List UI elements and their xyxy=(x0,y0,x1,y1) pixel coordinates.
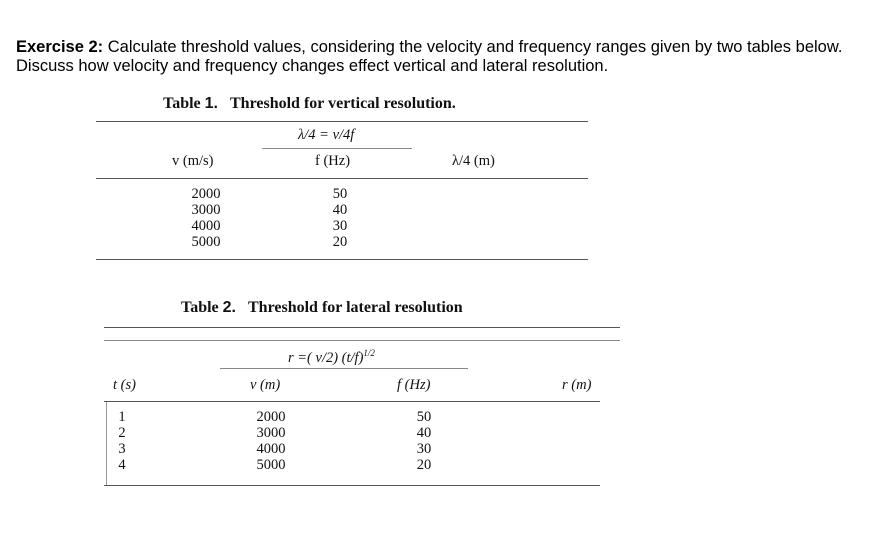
table-cell: 4000 xyxy=(191,218,221,234)
table-cell: 3000 xyxy=(191,202,221,218)
table-cell: 50 xyxy=(416,409,432,425)
table2-time-column xyxy=(115,409,129,473)
table2-header-rule xyxy=(104,401,600,402)
table-cell: 30 xyxy=(332,218,348,234)
table-cell: 50 xyxy=(332,186,348,202)
table-cell: 30 xyxy=(416,441,432,457)
exercise-text: Calculate threshold values, considering the velocity and frequency ranges given by two tables below. Discuss how velocity and frequency changes effect vertical and lateral resolution. xyxy=(16,38,843,75)
table2-bottom-rule xyxy=(104,485,600,486)
table2-second-rule xyxy=(104,340,620,341)
table1-formula-rule xyxy=(262,148,412,149)
table1-header-velocity: v (m/s) xyxy=(172,153,214,169)
table-cell: 2000 xyxy=(256,409,286,425)
table2-header-velocity: v (m) xyxy=(250,377,281,393)
table1-formula: λ/4 = v/4f xyxy=(298,127,355,143)
table-cell: 2 xyxy=(118,425,126,441)
table1-header-rule xyxy=(96,178,588,179)
table-cell: 4 xyxy=(118,457,126,473)
table1-velocity-column xyxy=(183,186,229,250)
table1-header-lambda: λ/4 (m) xyxy=(452,153,495,169)
table-cell: 20 xyxy=(332,234,348,250)
table1-header-frequency: f (Hz) xyxy=(315,153,351,169)
table-cell: 3 xyxy=(118,441,126,457)
table-cell: 5000 xyxy=(256,457,286,473)
table2-header-r: r (m) xyxy=(562,377,592,393)
table-cell: 40 xyxy=(332,202,348,218)
exercise-instructions xyxy=(16,38,886,76)
table2-formula-rule xyxy=(220,368,468,369)
table-cell: 20 xyxy=(416,457,432,473)
table1-caption: Table 1. Threshold for vertical resolution. xyxy=(163,95,456,112)
exercise-label: Exercise 2: xyxy=(16,38,104,56)
table1-frequency-column xyxy=(325,186,355,250)
table2-left-border xyxy=(106,402,107,486)
table2-header-frequency: f (Hz) xyxy=(397,377,431,393)
table2-formula: r =( v/2) $(t/f)^{1/2}$ xyxy=(288,348,375,366)
table-cell: 2000 xyxy=(191,186,221,202)
table2-header-time: t (s) xyxy=(113,377,136,393)
table-cell: 40 xyxy=(416,425,432,441)
table-cell: 3000 xyxy=(256,425,286,441)
table2-caption: Table 2. Threshold for lateral resolution xyxy=(181,299,463,316)
table1-bottom-rule xyxy=(96,259,588,260)
table-cell: 5000 xyxy=(191,234,221,250)
table2-frequency-column xyxy=(409,409,439,473)
table-cell: 1 xyxy=(118,409,126,425)
table2-top-rule xyxy=(104,327,620,328)
table1-top-rule xyxy=(96,121,588,122)
table2-velocity-column xyxy=(248,409,294,473)
table-cell: 4000 xyxy=(256,441,286,457)
